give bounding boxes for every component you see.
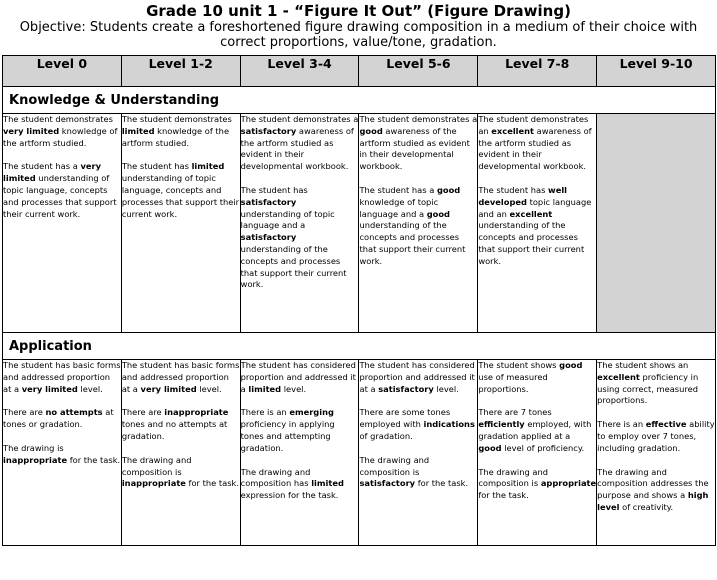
criteria-text: There are [3,407,46,418]
emphasis-text: efficiently [478,419,525,430]
emphasis-text: satisfactory [240,196,297,207]
criteria-paragraph [359,360,477,395]
criteria-text: The student has a [359,184,437,195]
criteria-paragraph [241,407,359,454]
criteria-text: knowledge of the artform studied. [121,125,230,148]
emphasis-text: good [359,125,383,136]
criteria-cell [3,114,122,333]
criteria-paragraph [3,360,121,395]
criteria-text: level. [433,383,459,394]
emphasis-text: very limited [3,125,60,136]
criteria-text: of gradation. [359,430,413,441]
emphasis-text: limited [121,125,155,136]
criteria-paragraph [597,419,715,454]
criteria-text: employed, with gradation applied at a [478,419,592,441]
criteria-paragraph [359,407,477,442]
criteria-paragraph [478,114,596,173]
emphasis-text: very limited [140,383,197,394]
emphasis-text: good [426,208,450,219]
level-header: Level 3-4 [240,56,359,87]
criteria-cell [121,360,240,546]
criteria-text: The student has basic forms and addressed proportion at a [121,360,240,394]
criteria-cell [359,360,478,546]
criteria-paragraph [3,407,121,431]
criteria-text: understanding of topic language, concepts and processes that support their current work. [3,173,117,219]
criteria-paragraph [122,114,240,149]
document-title: Grade 10 unit 1 - “Figure It Out” (Figure Drawing) [146,2,571,20]
criteria-paragraph [122,407,240,442]
criteria-text: There is an [240,407,290,418]
criteria-text: There is an [597,419,646,430]
empty-criteria-cell [597,114,716,333]
criteria-text: for the task. [478,490,529,501]
emphasis-text: no attempts [45,407,103,418]
level-header: Level 5-6 [359,56,478,87]
criteria-cell [240,114,359,333]
criteria-paragraph [478,407,596,454]
criteria-text: The student has [121,161,192,172]
emphasis-text: satisfactory [240,125,297,136]
criteria-cell [478,114,597,333]
section-title-application: Application [3,333,716,360]
criteria-text: The student demonstrates an [478,114,589,136]
section-header-row [3,333,716,360]
criteria-text: knowledge of topic language and a [359,196,439,219]
criteria-text: for the task. [67,454,121,465]
emphasis-text: satisfactory [359,478,416,489]
criteria-paragraph [3,443,121,467]
emphasis-text: high level [597,490,709,512]
criteria-text: The student has [478,184,549,195]
criteria-text: level. [196,383,222,394]
emphasis-text: very limited [21,383,78,394]
criteria-cell [597,360,716,546]
criteria-text: proficiency in applying tones and attempting gradation. [240,419,335,453]
criteria-text: of creativity. [619,501,674,512]
criteria-text: level. [77,383,103,394]
emphasis-text: inappropriate [164,407,229,418]
emphasis-text: good [436,184,461,195]
criteria-text: The student shows [478,360,560,370]
criteria-text: level of proficiency. [501,442,585,453]
level-header: Level 0 [3,56,122,87]
emphasis-text: appropriate [540,478,597,489]
criteria-cell [121,114,240,333]
criteria-text: awareness of the artform studied as evident in their developmental workbook. [240,125,354,172]
emphasis-text: very limited [3,161,101,184]
criteria-row-application [3,360,716,546]
criteria-paragraph [3,114,121,149]
criteria-text: awareness of the artform studied as evident in their developmental workbook. [478,125,592,172]
emphasis-text: inappropriate [3,454,68,465]
criteria-text: The drawing is [3,442,64,453]
level-header: Level 9-10 [597,56,716,87]
section-header-row [3,87,716,114]
criteria-cell [359,114,478,333]
criteria-paragraph [122,360,240,395]
criteria-text: for the task. [415,478,469,489]
criteria-text: The drawing and composition is [478,466,549,489]
level-header: Level 7-8 [478,56,597,87]
criteria-text: tones and no attempts at gradation. [121,419,228,441]
criteria-text: The drawing and composition addresses the purpose and shows a [597,466,709,501]
objective-text: Objective: Students create a foreshortened figure drawing composition in a medium of their choice with correct proportions, value/tone, gradation. [19,20,698,50]
criteria-text: The student shows an [597,360,689,370]
criteria-paragraph [478,360,596,395]
rubric-table [2,55,716,546]
criteria-text: The drawing and composition has [240,466,312,489]
emphasis-text: inappropriate [121,478,186,489]
criteria-text: understanding of topic language, concepts and processes that support their current work. [121,173,240,219]
criteria-text: expression for the task. [240,490,339,501]
criteria-text: The student demonstrates [3,114,113,124]
criteria-text: knowledge of the artform studied. [3,125,118,148]
criteria-paragraph [478,467,596,502]
emphasis-text: emerging [289,407,334,418]
criteria-paragraph [241,114,359,173]
criteria-paragraph [478,185,596,268]
criteria-text: at tones or gradation. [3,407,114,430]
criteria-text: The student demonstrates a [359,114,478,124]
section-title-knowledge: Knowledge & Understanding [3,87,716,114]
criteria-text: understanding of the concepts and processes that support their current work. [359,220,466,266]
criteria-text: The student has a [3,161,81,172]
emphasis-text: excellent [509,208,553,219]
criteria-text: There are 7 tones [478,407,552,418]
criteria-paragraph [359,185,477,268]
emphasis-text: good [559,360,583,370]
criteria-text: The student demonstrates [121,114,232,124]
criteria-text: awareness of the artform studied as evident in their developmental workbook. [359,125,470,172]
emphasis-text: effective [645,419,687,430]
criteria-paragraph [122,161,240,220]
criteria-text: ability to employ over 7 tones, including gradation. [597,419,715,453]
emphasis-text: satisfactory [240,232,297,243]
criteria-paragraph [597,360,715,407]
criteria-paragraph [122,455,240,490]
criteria-paragraph [3,161,121,220]
criteria-text: proficiency in using correct, measured proportions. [597,371,699,406]
criteria-paragraph [359,114,477,173]
criteria-text: The drawing and composition is [359,454,430,477]
criteria-text: There are some tones employed with [359,407,451,430]
emphasis-text: limited [248,383,282,394]
criteria-paragraph [241,360,359,395]
criteria-text: for the task. [185,478,239,489]
criteria-text: topic language and an [478,196,592,219]
criteria-text: The drawing and composition is [121,454,192,477]
level-header: Level 1-2 [121,56,240,87]
criteria-paragraph [241,185,359,291]
criteria-text: The student has considered proportion and addressed it a [240,360,356,394]
criteria-cell [240,360,359,546]
criteria-text: understanding of the concepts and processes that support their current work. [240,243,347,290]
emphasis-text: good [478,442,502,453]
criteria-cell [478,360,597,546]
emphasis-text: satisfactory [378,383,434,394]
emphasis-text: excellent [491,125,535,136]
criteria-paragraph [359,455,477,490]
criteria-text: understanding of the concepts and processes that support their current work. [478,220,585,266]
emphasis-text: well developed [478,184,568,207]
criteria-text: level. [281,383,307,394]
criteria-row-knowledge [3,114,716,333]
criteria-paragraph [241,467,359,502]
criteria-paragraph [597,467,715,514]
criteria-text: The student has basic forms and addressed proportion at a [3,360,121,394]
level-header-row [3,56,716,87]
criteria-text: understanding of topic language and a [240,208,335,231]
criteria-text: There are [121,407,165,418]
criteria-cell [3,360,122,546]
criteria-text: The student demonstrates a [240,114,359,124]
emphasis-text: limited [311,478,344,489]
emphasis-text: indications [423,419,475,430]
criteria-text: use of measured proportions. [478,371,548,394]
criteria-text: The student has [240,184,308,195]
emphasis-text: excellent [597,371,640,382]
criteria-text: The student has considered proportion and addressed it at a [359,360,475,394]
emphasis-text: limited [191,161,225,172]
